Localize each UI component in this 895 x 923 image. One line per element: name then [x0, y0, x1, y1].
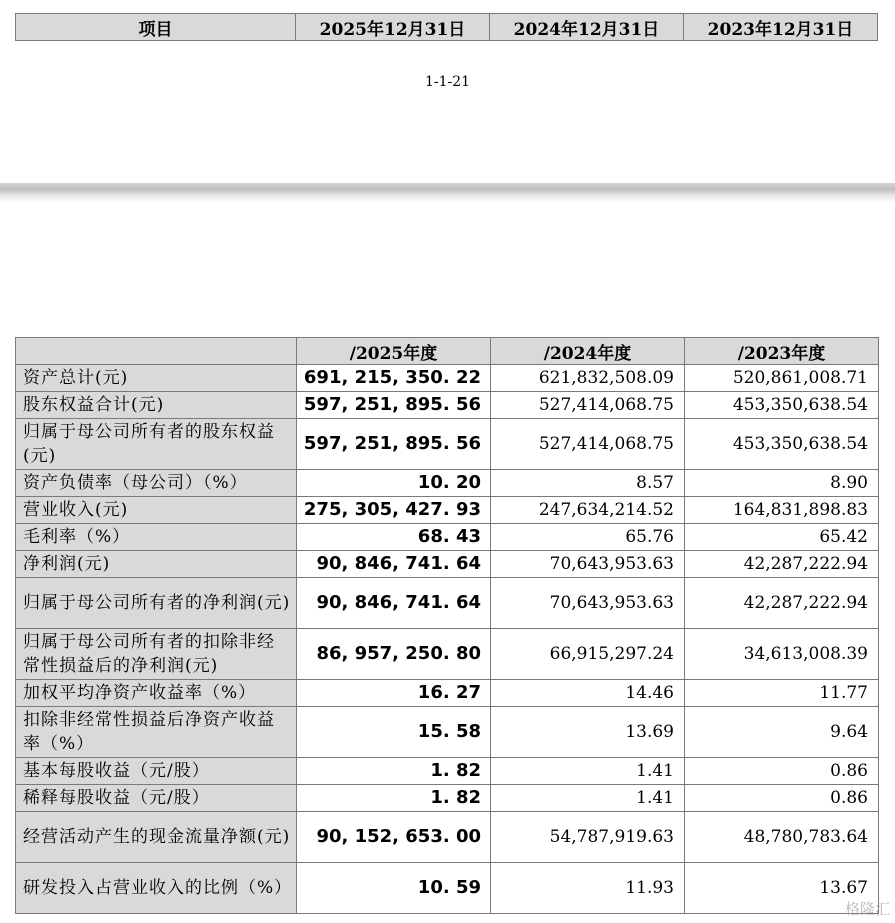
- table-row: [16, 524, 879, 551]
- header-cell-2025: /2025年度: [297, 338, 491, 365]
- header-row: [16, 14, 878, 41]
- value-2025: 691, 215, 350. 22: [297, 365, 491, 392]
- page-number: 1-1-21: [424, 74, 471, 90]
- row-label: 稀释每股收益（元/股）: [16, 785, 297, 812]
- header-cell-2025: 2025年12月31日: [296, 14, 490, 41]
- header-table: [15, 13, 878, 41]
- value-2025: 275, 305, 427. 93: [297, 497, 491, 524]
- header-cell-blank: [16, 338, 297, 365]
- header-cell-item: 项目: [16, 14, 296, 41]
- value-2024: 8.57: [491, 470, 685, 497]
- value-2025: 86, 957, 250. 80: [297, 629, 491, 680]
- financial-table: [15, 337, 879, 914]
- value-2024: 70,643,953.63: [491, 551, 685, 578]
- value-2023: 13.67: [685, 863, 879, 914]
- value-2025: 90, 152, 653. 00: [297, 812, 491, 863]
- value-2024: 527,414,068.75: [491, 419, 685, 470]
- value-2025: 15. 58: [297, 707, 491, 758]
- row-label: 扣除非经常性损益后净资产收益率（%）: [16, 707, 297, 758]
- row-label: 归属于母公司所有者的扣除非经常性损益后的净利润(元): [16, 629, 297, 680]
- table-row: [16, 365, 879, 392]
- table-row: [16, 392, 879, 419]
- value-2023: 8.90: [685, 470, 879, 497]
- table-row: [16, 578, 879, 629]
- table-row: [16, 629, 879, 680]
- watermark-logo: 格隆汇: [844, 900, 890, 918]
- header-cell-2024: /2024年度: [491, 338, 685, 365]
- value-2025: 10. 20: [297, 470, 491, 497]
- value-2023: 453,350,638.54: [685, 419, 879, 470]
- table-row: [16, 707, 879, 758]
- table-row: [16, 812, 879, 863]
- value-2024: 621,832,508.09: [491, 365, 685, 392]
- value-2025: 16. 27: [297, 680, 491, 707]
- value-2023: 42,287,222.94: [685, 551, 879, 578]
- value-2024: 70,643,953.63: [491, 578, 685, 629]
- value-2023: 65.42: [685, 524, 879, 551]
- row-label: 加权平均净资产收益率（%）: [16, 680, 297, 707]
- page-separator: [0, 183, 895, 203]
- value-2023: 9.64: [685, 707, 879, 758]
- row-label: 资产负债率（母公司）（%）: [16, 470, 297, 497]
- value-2024: 527,414,068.75: [491, 392, 685, 419]
- value-2025: 597, 251, 895. 56: [297, 419, 491, 470]
- table-row: [16, 497, 879, 524]
- value-2025: 597, 251, 895. 56: [297, 392, 491, 419]
- value-2024: 247,634,214.52: [491, 497, 685, 524]
- value-2025: 90, 846, 741. 64: [297, 551, 491, 578]
- row-label: 基本每股收益（元/股）: [16, 758, 297, 785]
- value-2023: 34,613,008.39: [685, 629, 879, 680]
- table-header-row: [16, 338, 879, 365]
- value-2025: 1. 82: [297, 785, 491, 812]
- row-label: 经营活动产生的现金流量净额(元): [16, 812, 297, 863]
- value-2024: 1.41: [491, 785, 685, 812]
- value-2024: 14.46: [491, 680, 685, 707]
- value-2023: 453,350,638.54: [685, 392, 879, 419]
- value-2024: 54,787,919.63: [491, 812, 685, 863]
- value-2023: 520,861,008.71: [685, 365, 879, 392]
- value-2025: 1. 82: [297, 758, 491, 785]
- value-2023: 48,780,783.64: [685, 812, 879, 863]
- table-row: [16, 551, 879, 578]
- table-row: [16, 470, 879, 497]
- value-2024: 66,915,297.24: [491, 629, 685, 680]
- value-2023: 0.86: [685, 758, 879, 785]
- value-2025: 90, 846, 741. 64: [297, 578, 491, 629]
- value-2025: 68. 43: [297, 524, 491, 551]
- value-2024: 1.41: [491, 758, 685, 785]
- header-cell-2023: 2023年12月31日: [684, 14, 878, 41]
- table-row: [16, 680, 879, 707]
- table-row: [16, 758, 879, 785]
- value-2025: 10. 59: [297, 863, 491, 914]
- value-2023: 0.86: [685, 785, 879, 812]
- row-label: 归属于母公司所有者的净利润(元): [16, 578, 297, 629]
- table-row: [16, 419, 879, 470]
- table-row: [16, 863, 879, 914]
- row-label: 归属于母公司所有者的股东权益(元): [16, 419, 297, 470]
- value-2024: 11.93: [491, 863, 685, 914]
- table-row: [16, 785, 879, 812]
- row-label: 净利润(元): [16, 551, 297, 578]
- row-label: 资产总计(元): [16, 365, 297, 392]
- value-2024: 65.76: [491, 524, 685, 551]
- value-2023: 11.77: [685, 680, 879, 707]
- header-cell-2023: /2023年度: [685, 338, 879, 365]
- row-label: 股东权益合计(元): [16, 392, 297, 419]
- value-2023: 164,831,898.83: [685, 497, 879, 524]
- row-label: 营业收入(元): [16, 497, 297, 524]
- value-2024: 13.69: [491, 707, 685, 758]
- value-2023: 42,287,222.94: [685, 578, 879, 629]
- row-label: 毛利率（%）: [16, 524, 297, 551]
- header-cell-2024: 2024年12月31日: [490, 14, 684, 41]
- row-label: 研发投入占营业收入的比例（%）: [16, 863, 297, 914]
